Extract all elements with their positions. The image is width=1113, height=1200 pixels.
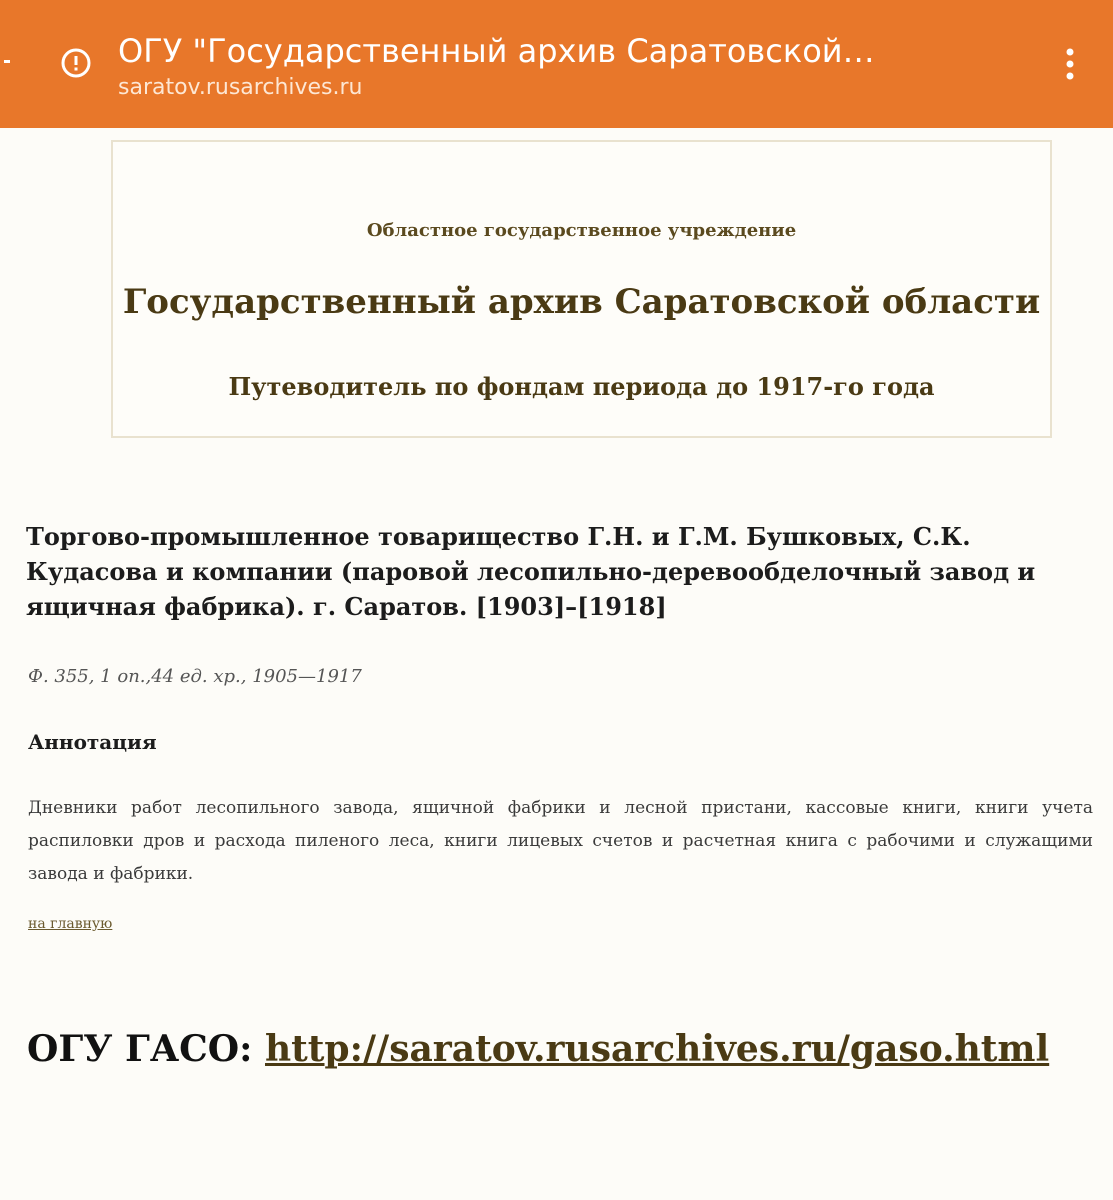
annotation-heading: Аннотация — [28, 730, 157, 754]
fund-meta: Ф. 355, 1 оп.,44 ед. хр., 1905—1917 — [28, 666, 362, 687]
annotation-text: Дневники работ лесопильного завода, ящичной фабрики и лесной пристани, кассовые книги, книги учета распиловки дров и расхода пиленого леса, книги лицевых счетов и расчетная книга с рабочими и служащими завода и фабрики. — [28, 798, 1093, 884]
guide-subtitle: Путеводитель по фондам периода до 1917-го года — [228, 372, 935, 401]
archive-name-heading: Государственный архив Саратовской области — [122, 282, 1041, 322]
footer-label: ОГУ ГАСО: — [27, 1028, 253, 1070]
toolbar-edge-mark — [4, 60, 10, 63]
footer-url-link[interactable]: http://saratov.rusarchives.ru/gaso.html — [265, 1028, 1050, 1070]
info-circle-icon[interactable] — [60, 47, 92, 79]
institution-label: Областное государственное учреждение — [366, 220, 797, 241]
browser-toolbar — [0, 0, 1113, 128]
url-text[interactable]: saratov.rusarchives.ru — [118, 75, 363, 100]
footer-caption — [27, 1028, 1049, 1070]
kebab-menu-icon[interactable] — [1058, 46, 1082, 82]
tab-title: ОГУ "Государственный архив Саратовской… — [118, 32, 875, 70]
archive-header-box — [111, 140, 1052, 438]
home-link[interactable]: на главную — [28, 916, 113, 932]
fund-title: Торгово-промышленное товарищество Г.Н. и Г.М. Бушковых, С.К. Кудасова и компании (паровой лесопильно-деревообделочный завод и ящичная фабрика). г. Саратов. [1903]–[1918] — [26, 522, 1036, 621]
